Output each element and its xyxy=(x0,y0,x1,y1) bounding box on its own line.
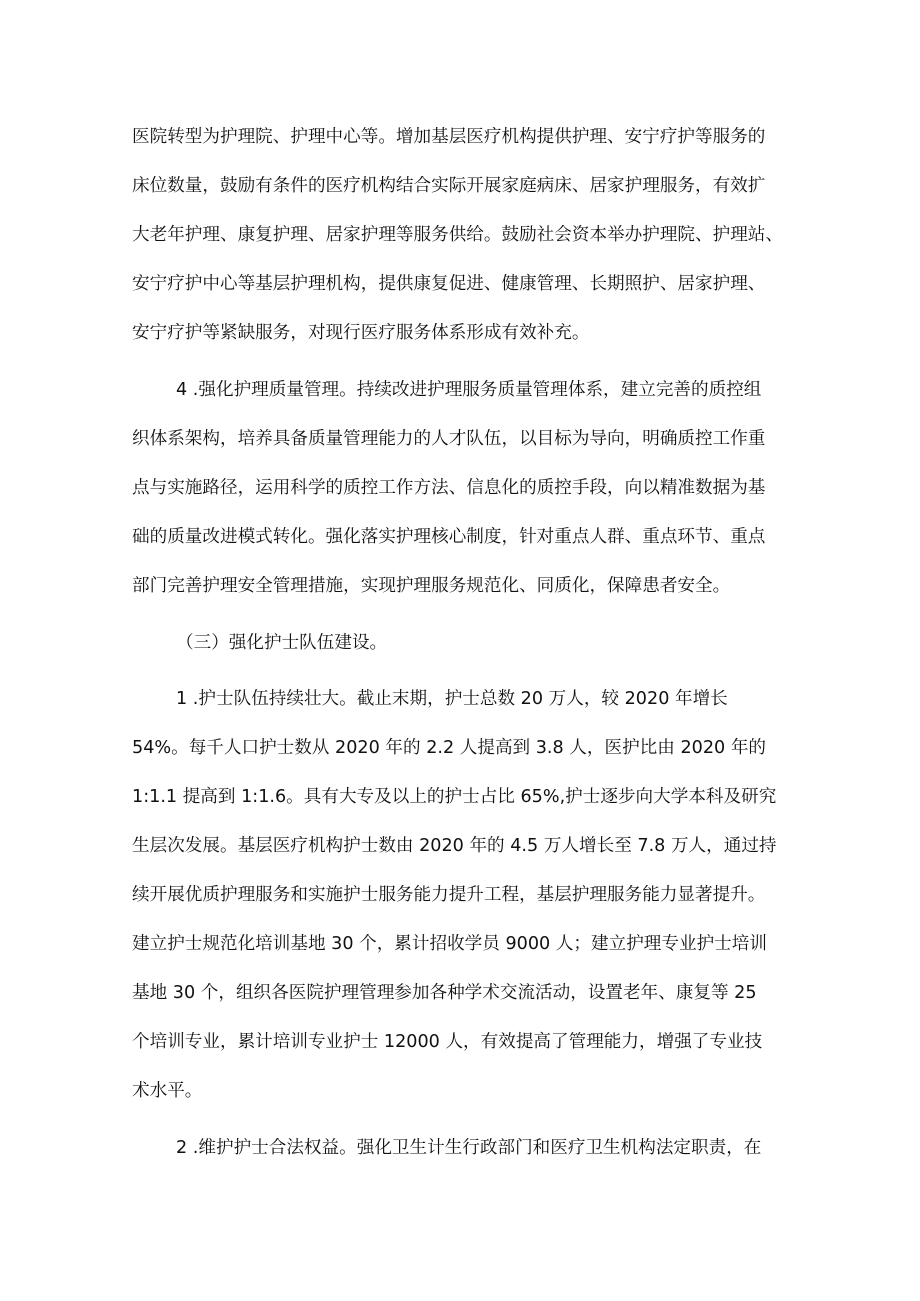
text-line: 床位数量，鼓励有条件的医疗机构结合实际开展家庭病床、居家护理服务，有效扩 xyxy=(132,176,766,196)
text-line: 点与实施路径，运用科学的质控工作方法、信息化的质控手段，向以精准数据为基 xyxy=(132,478,766,498)
text-line: 基地 30 个，组织各医院护理管理参加各种学术交流活动，设置老年、康复等 25 xyxy=(132,983,757,1003)
text-line: 术水平。 xyxy=(132,1081,203,1101)
text-line: 医院转型为护理院、护理中心等。增加基层医疗机构提供护理、安宁疗护等服务的 xyxy=(132,127,766,147)
text-line: 织体系架构，培养具备质量管理能力的人才队伍，以目标为导向，明确质控工作重 xyxy=(132,429,766,449)
text-line: 部门完善护理安全管理措施，实现护理服务规范化、同质化，保障患者安全。 xyxy=(132,576,731,596)
text-line: 1:1.1 提高到 1:1.6。具有大专及以上的护士占比 65%,护士逐步向大学本科及研究 xyxy=(132,787,777,807)
text-line: 生层次发展。基层医疗机构护士数由 2020 年的 4.5 万人增长至 7.8 万人，通过持 xyxy=(132,836,777,856)
paragraph-1-heading-line: 1 .护士队伍持续壮大。截止末期，护士总数 20 万人，较 2020 年增长 xyxy=(176,689,728,709)
text-line: 安宁疗护中心等基层护理机构，提供康复促进、健康管理、长期照护、居家护理、 xyxy=(132,274,766,294)
text-line: 础的质量改进模式转化。强化落实护理核心制度，针对重点人群、重点环节、重点 xyxy=(132,527,766,547)
text-line: 建立护士规范化培训基地 30 个，累计招收学员 9000 人；建立护理专业护士培训 xyxy=(132,934,767,954)
text-line: 54%。每千人口护士数从 2020 年的 2.2 人提高到 3.8 人，医护比由 2020 年的 xyxy=(132,738,767,758)
text-line: 个培训专业，累计培训专业护士 12000 人，有效提高了管理能力，增强了专业技 xyxy=(132,1032,763,1052)
text-line: 续开展优质护理服务和实施护士服务能力提升工程，基层护理服务能力显著提升。 xyxy=(132,885,766,905)
section-heading: （三）强化护士队伍建设。 xyxy=(176,633,388,653)
text-line: 大老年护理、康复护理、居家护理等服务供给。鼓励社会资本举办护理院、护理站、 xyxy=(132,225,783,245)
paragraph-2-heading-line: 2 .维护护士合法权益。强化卫生计生行政部门和医疗卫生机构法定职责，在 xyxy=(176,1138,762,1158)
paragraph-4-heading-line: 4 .强化护理质量管理。持续改进护理服务质量管理体系，建立完善的质控组 xyxy=(176,380,762,400)
text-line: 安宁疗护等紧缺服务，对现行医疗服务体系形成有效补充。 xyxy=(132,323,590,343)
